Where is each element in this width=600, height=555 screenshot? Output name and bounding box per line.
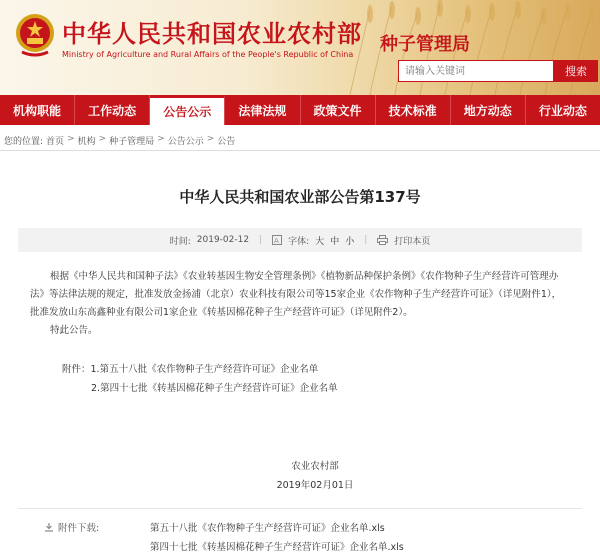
breadcrumb-seed-bureau[interactable]: 种子管理局 [109,137,155,147]
attachment-item-1: 附件：1.第五十八批《农作物种子生产经营许可证》企业名单 [62,364,319,375]
search-button[interactable]: 搜索 [554,60,598,82]
download-file-link[interactable]: 第五十八批《农作物种子生产经营许可证》企业名单.xls [150,523,385,534]
download-icon [44,522,54,532]
nav-item-work-news[interactable]: 工作动态 [75,95,150,125]
search-input[interactable] [398,60,554,82]
nav-item-functions[interactable]: 机构职能 [0,95,75,125]
font-size-small[interactable]: 小 [345,236,355,247]
print-page-link[interactable]: 打印本页 [394,236,431,247]
sign-date: 2019年02月01日 [276,480,354,491]
download-divider [18,508,582,509]
breadcrumb-org[interactable]: 机构 [77,137,96,147]
font-size-icon [272,235,282,245]
national-emblem-icon [14,12,56,58]
signer: 农业农村部 [291,461,339,472]
nav-item-industry-news[interactable]: 行业动态 [538,103,587,118]
font-size-large[interactable]: 大 [315,236,325,247]
breadcrumb [4,134,235,147]
article-notice: 特此公告。 [50,325,98,336]
breadcrumb-announcements[interactable]: 公告公示 [167,137,204,147]
download-section-label [44,520,99,534]
nav-item-laws[interactable]: 法律法规 [225,95,300,125]
breadcrumb-separator: > [206,134,215,144]
font-size-medium[interactable]: 中 [330,236,340,247]
ministry-title-en: Ministry of Agriculture and Rural Affairs of the People's Republic of China [62,50,354,59]
article-body [30,268,570,340]
article-paragraph: 根据《中华人民共和国种子法》《农业转基因生物安全管理条例》《植物新品种保护条例》《农作物种子生产经营许可管理办法》等法律法规的规定，批准发放金扬浦（北京）农业科技有限公司等15家企业《农作物种子生产经营许可证》（详见附件1），批准发放山东高鑫种业有限公司1家企业《转基因棉花种子生产经营许可证》（详见附件2）。 [30,271,562,318]
site-header [0,0,600,95]
font-label: 字体: [288,236,310,247]
nav-item-policies[interactable]: 政策文件 [301,95,376,125]
main-nav [0,95,600,125]
breadcrumb-prefix: 您的位置: [4,137,44,147]
nav-item-announcements[interactable]: 公告公示 [150,95,225,125]
breadcrumb-separator: > [157,134,165,144]
bureau-name: 种子管理局 [380,34,470,55]
article-meta-bar [18,228,582,252]
breadcrumb-separator: > [98,134,107,144]
attachment-item-2: 2.第四十七批《转基因棉花种子生产经营许可证》企业名单 [91,383,338,394]
download-label: 附件下载: [58,523,100,534]
page-title: 中华人民共和国农业部公告第137号 [179,188,421,206]
nav-item-local-news[interactable]: 地方动态 [451,95,526,125]
ministry-title-cn: 中华人民共和国农业农村部 [62,19,362,48]
breadcrumb-separator: > [67,134,75,144]
publish-date: 2019-02-12 [196,235,250,245]
breadcrumb-notice[interactable]: 公告 [217,137,236,147]
meta-separator: | [259,235,263,245]
nav-item-standards[interactable]: 技术标准 [376,95,451,125]
breadcrumb-divider [0,150,600,151]
print-icon[interactable] [377,235,388,245]
time-label: 时间: [169,236,191,247]
download-file-link[interactable]: 第四十七批《转基因棉花种子生产经营许可证》企业名单.xls [150,542,404,553]
breadcrumb-home[interactable]: 首页 [46,137,65,147]
svg-text:A: A [274,237,279,245]
meta-separator: | [364,235,368,245]
